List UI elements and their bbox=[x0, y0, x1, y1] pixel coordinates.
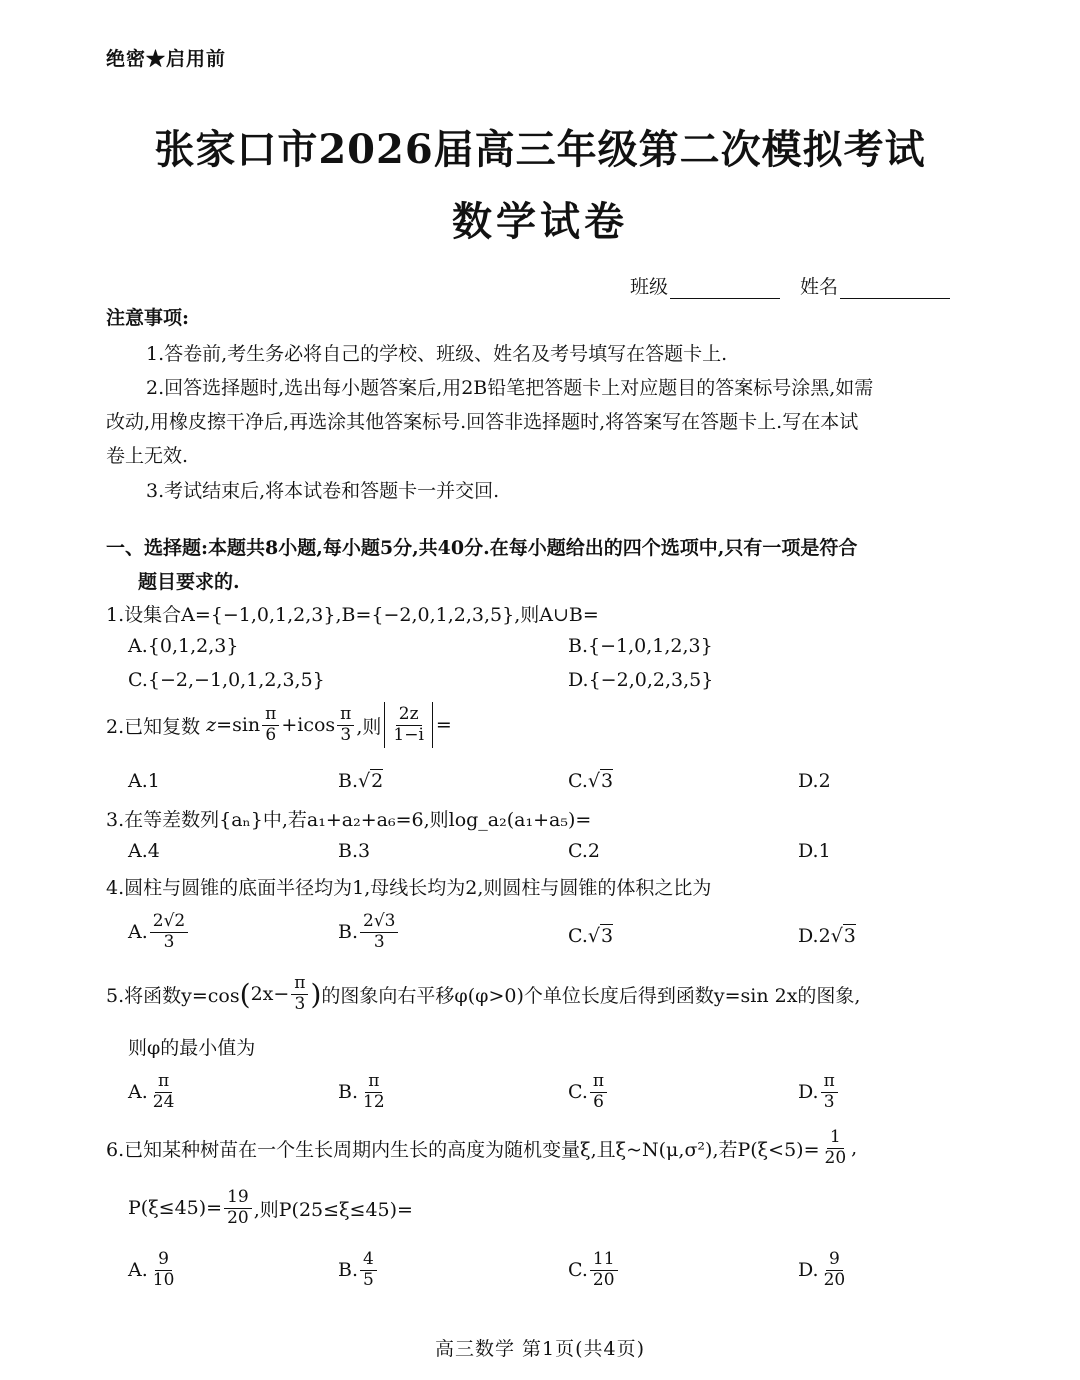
q4-b-frac bbox=[360, 912, 398, 952]
q6-d-pre: D. bbox=[798, 1259, 819, 1282]
q2-option-c: C.√3 bbox=[568, 770, 614, 792]
q4-option-b bbox=[338, 912, 400, 952]
frac-den: 1−i bbox=[393, 724, 424, 745]
frac-num: 19 bbox=[224, 1188, 252, 1209]
class-blank bbox=[670, 278, 780, 299]
exam-subtitle: 数学试卷 bbox=[452, 198, 628, 245]
frac-num: 4 bbox=[360, 1250, 377, 1271]
q5-d-frac bbox=[821, 1072, 838, 1112]
q5-frac bbox=[291, 974, 308, 1014]
page-footer: 高三数学 第1页(共4页) bbox=[434, 1338, 646, 1360]
q6-c-frac bbox=[590, 1250, 618, 1290]
q4-d-rad: 3 bbox=[843, 925, 856, 947]
frac-num: π bbox=[337, 705, 354, 726]
note-1: 1.答卷前,考生务必将自己的学校、班级、姓名及考号填写在答题卡上. bbox=[146, 343, 728, 365]
q6-option-a bbox=[128, 1250, 179, 1290]
q5-d-pre: D. bbox=[798, 1081, 819, 1104]
q5-b-frac bbox=[360, 1072, 388, 1112]
q4-option-c: C.√3 bbox=[568, 925, 614, 947]
q4-b-pre: B. bbox=[338, 921, 359, 944]
q1-stem: 1.设集合A={−1,0,1,2,3},B={−2,0,1,2,3,5},则A∪B= bbox=[106, 604, 599, 626]
q2-end: = bbox=[435, 714, 452, 736]
frac-num: 2√3 bbox=[360, 912, 398, 933]
frac-den: 24 bbox=[152, 1091, 175, 1112]
q4-a-pre: A. bbox=[128, 921, 148, 944]
q6-l2-pre: P(ξ≤45)= bbox=[128, 1197, 223, 1220]
q6-b-pre: B. bbox=[338, 1259, 359, 1282]
frac-den: 10 bbox=[152, 1269, 175, 1290]
class-label: 班级 bbox=[630, 276, 669, 298]
q5-pre: 5.将函数y=cos bbox=[106, 984, 240, 1007]
frac-num: 2√2 bbox=[150, 912, 188, 933]
q6-frac-2 bbox=[224, 1188, 252, 1228]
q2-c-pre: C. bbox=[568, 770, 588, 792]
q4-c-pre: C. bbox=[568, 925, 588, 947]
q2-frac-pi6 bbox=[262, 705, 279, 745]
q2-option-a: A.1 bbox=[128, 770, 160, 792]
q6-line2 bbox=[128, 1188, 413, 1228]
q6-frac-1 bbox=[822, 1128, 850, 1168]
q2-stem bbox=[106, 702, 452, 748]
q2-then: ,则 bbox=[356, 715, 382, 738]
section1-heading-cont: 题目要求的. bbox=[138, 571, 240, 593]
frac-num: π bbox=[590, 1072, 607, 1093]
q1-option-a: A.{0,1,2,3} bbox=[128, 635, 239, 657]
q4-option-d: D.2√3 bbox=[798, 925, 856, 947]
frac-num: 1 bbox=[827, 1128, 844, 1149]
q2-mid: +icos bbox=[281, 714, 336, 736]
q2-option-d: D.2 bbox=[798, 770, 831, 792]
abs-bar-left bbox=[384, 702, 385, 748]
q2-eq: =sin bbox=[216, 714, 261, 736]
frac-den: 3 bbox=[294, 993, 306, 1014]
note-2-line1: 2.回答选择题时,选出每小题答案后,用2B铅笔把答题卡上对应题目的答案标号涂黑,如需 bbox=[146, 377, 874, 399]
q5-inner: 2x− bbox=[250, 983, 290, 1006]
notes-heading: 注意事项: bbox=[106, 307, 190, 329]
q1-option-b: B.{−1,0,1,2,3} bbox=[568, 635, 713, 657]
paren-left: ( bbox=[239, 977, 251, 1011]
frac-num: π bbox=[821, 1072, 838, 1093]
q2-b-rad: 2 bbox=[371, 770, 384, 792]
q6-b-frac bbox=[360, 1250, 377, 1290]
q5-a-frac bbox=[150, 1072, 178, 1112]
section1-heading: 一、选择题:本题共8小题,每小题5分,共40分.在每小题给出的四个选项中,只有一项是符合 bbox=[106, 537, 858, 559]
frac-den: 3 bbox=[163, 931, 175, 952]
abs-bar-right bbox=[432, 702, 433, 748]
q5-option-c bbox=[568, 1072, 609, 1112]
frac-num: 9 bbox=[826, 1250, 843, 1271]
q6-option-c bbox=[568, 1250, 620, 1290]
paren-right: ) bbox=[310, 977, 322, 1011]
frac-den: 3 bbox=[823, 1091, 835, 1112]
q3-option-c: C.2 bbox=[568, 840, 600, 862]
q5-option-a bbox=[128, 1072, 179, 1112]
q6-l2-post: ,则P(25≤ξ≤45)= bbox=[253, 1198, 413, 1221]
note-3: 3.考试结束后,将本试卷和答题卡一并交回. bbox=[146, 480, 500, 502]
frac-num: 2z bbox=[396, 705, 422, 726]
q5-post: 的图象向右平移φ(φ>0)个单位长度后得到函数y=sin 2x的图象, bbox=[321, 984, 861, 1007]
frac-num: π bbox=[262, 705, 279, 726]
note-2-line2: 改动,用橡皮擦干净后,再选涂其他答案标号.回答非选择题时,将答案写在答题卡上.写在本试 bbox=[106, 411, 859, 433]
q5-stem bbox=[106, 974, 860, 1014]
q5-c-frac bbox=[590, 1072, 607, 1112]
frac-den: 20 bbox=[592, 1269, 615, 1290]
frac-den: 12 bbox=[363, 1091, 385, 1112]
q6-a-frac bbox=[150, 1250, 178, 1290]
q2-option-b: B.√2 bbox=[338, 770, 384, 792]
q5-option-d bbox=[798, 1072, 840, 1112]
name-field bbox=[800, 272, 950, 299]
q4-d-pre: D.2 bbox=[798, 925, 831, 947]
q5-a-pre: A. bbox=[128, 1081, 148, 1104]
frac-den: 20 bbox=[227, 1207, 249, 1228]
frac-den: 3 bbox=[340, 724, 352, 745]
q6-comma: , bbox=[851, 1137, 858, 1160]
frac-den: 6 bbox=[265, 724, 277, 745]
frac-num: π bbox=[291, 974, 308, 995]
q4-a-frac bbox=[150, 912, 188, 952]
q6-option-b bbox=[338, 1250, 379, 1290]
name-label: 姓名 bbox=[800, 276, 839, 298]
q6-a-pre: A. bbox=[128, 1259, 148, 1282]
q5-option-b bbox=[338, 1072, 390, 1112]
frac-num: π bbox=[365, 1072, 382, 1093]
q2-frac-expr bbox=[390, 705, 427, 745]
q2-frac-pi3 bbox=[337, 705, 354, 745]
frac-num: 9 bbox=[155, 1250, 172, 1271]
q6-stem bbox=[106, 1128, 857, 1168]
confidential-label: 绝密★启用前 bbox=[106, 48, 227, 70]
q2-b-pre: B. bbox=[338, 770, 359, 792]
note-2-line3: 卷上无效. bbox=[106, 445, 189, 467]
q4-option-a bbox=[128, 912, 190, 952]
q3-option-a: A.4 bbox=[128, 840, 160, 862]
exam-title: 张家口市2026届高三年级第二次模拟考试 bbox=[154, 126, 926, 173]
q3-option-b: B.3 bbox=[338, 840, 371, 862]
frac-num: 11 bbox=[590, 1250, 618, 1271]
q2-c-rad: 3 bbox=[601, 770, 614, 792]
q4-c-rad: 3 bbox=[601, 925, 614, 947]
q6-d-frac bbox=[821, 1250, 849, 1290]
q1-option-c: C.{−2,−1,0,1,2,3,5} bbox=[128, 669, 325, 691]
frac-den: 6 bbox=[593, 1091, 604, 1112]
q5-b-pre: B. bbox=[338, 1081, 359, 1104]
q6-pre: 6.已知某种树苗在一个生长周期内生长的高度为随机变量ξ,且ξ~N(μ,σ²),若P(ξ<5)= bbox=[106, 1138, 820, 1161]
q3-option-d: D.1 bbox=[798, 840, 831, 862]
q5-c-pre: C. bbox=[568, 1081, 588, 1104]
q5-line2: 则φ的最小值为 bbox=[128, 1037, 256, 1059]
frac-den: 3 bbox=[373, 931, 385, 952]
q3-stem: 3.在等差数列{aₙ}中,若a₁+a₂+a₆=6,则log_a₂(a₁+a₅)= bbox=[106, 809, 592, 831]
frac-den: 5 bbox=[363, 1269, 374, 1290]
q2-z: z bbox=[206, 714, 217, 736]
frac-num: π bbox=[155, 1072, 172, 1093]
q4-stem: 4.圆柱与圆锥的底面半径均为1,母线长均为2,则圆柱与圆锥的体积之比为 bbox=[106, 877, 712, 899]
q6-option-d bbox=[798, 1250, 850, 1290]
q1-option-d: D.{−2,0,2,3,5} bbox=[568, 669, 714, 691]
frac-den: 20 bbox=[824, 1147, 847, 1168]
q2-pre: 2.已知复数 bbox=[106, 715, 201, 738]
class-field bbox=[630, 272, 780, 299]
q6-c-pre: C. bbox=[568, 1259, 588, 1282]
frac-den: 20 bbox=[823, 1269, 846, 1290]
name-blank bbox=[840, 278, 950, 299]
